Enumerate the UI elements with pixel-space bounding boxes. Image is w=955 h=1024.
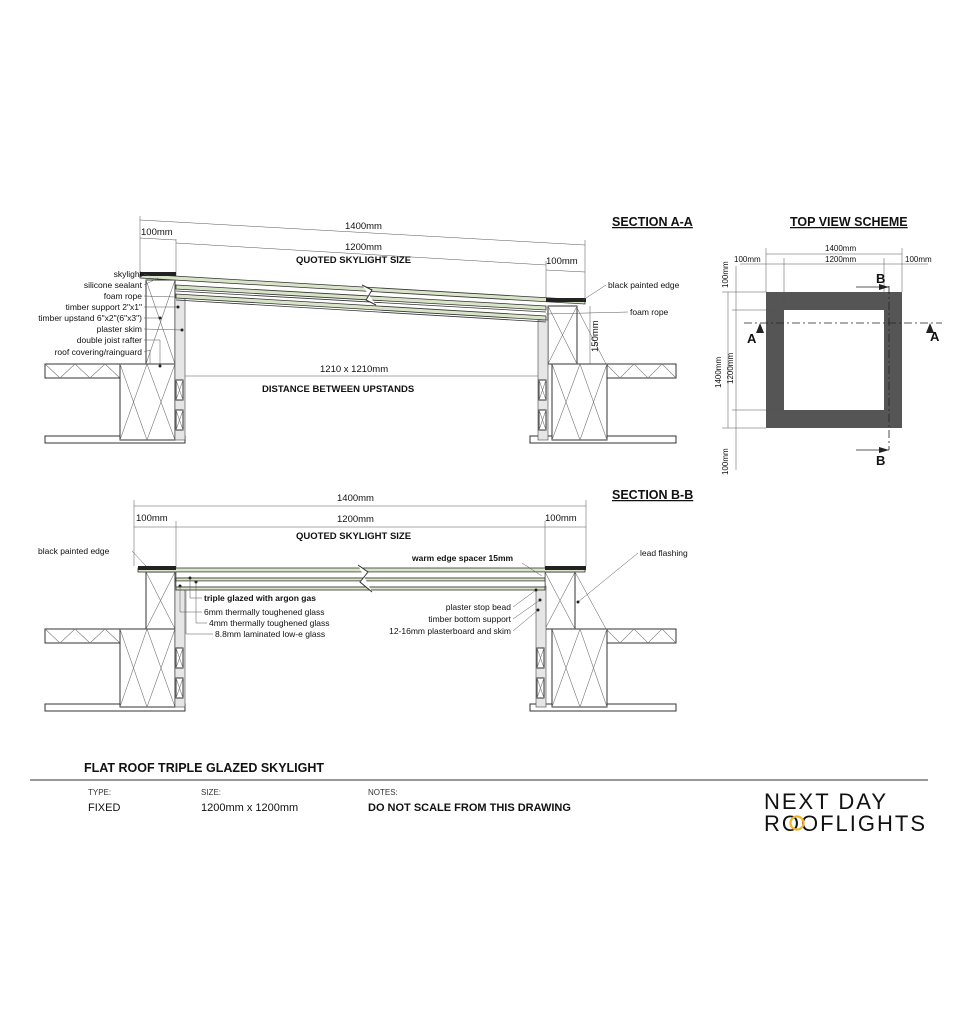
label-foam-rope: foam rope	[103, 291, 142, 301]
label-plasterboard-skim: 12-16mm plasterboard and skim	[389, 626, 511, 636]
section-aa	[38, 215, 693, 443]
top-view-marker-a-right: A	[930, 329, 940, 344]
brand-line1: NEXT DAY	[764, 789, 888, 814]
footer-notes-label: NOTES:	[368, 788, 398, 797]
section-bb-title: SECTION B-B	[612, 488, 694, 502]
top-view	[714, 215, 942, 475]
footer-heading: FLAT ROOF TRIPLE GLAZED SKYLIGHT	[84, 761, 325, 775]
section-bb-quoted-size: QUOTED SKYLIGHT SIZE	[296, 531, 412, 542]
footer-size-label: SIZE:	[201, 788, 222, 797]
label-lead-flashing: lead flashing	[640, 548, 688, 558]
footer-notes-value: DO NOT SCALE FROM THIS DRAWING	[368, 802, 571, 814]
label-double-joist-rafter: double joist rafter	[76, 335, 142, 345]
footer-type-value: FIXED	[88, 802, 121, 814]
section-bb-upstand-left	[120, 572, 185, 707]
footer-type-label: TYPE:	[88, 788, 112, 797]
label-black-painted-edge: black painted edge	[608, 280, 680, 290]
label-roof-covering: roof covering/rainguard	[54, 347, 142, 357]
label-foam-rope-right: foam rope	[630, 307, 669, 317]
top-view-dim-left: 100mm	[734, 255, 761, 264]
section-aa-upstand-height: 150mm	[590, 320, 601, 352]
label-timber-bottom-support: timber bottom support	[428, 614, 511, 624]
top-view-marker-b-top: B	[876, 271, 886, 286]
top-view-marker-b-bottom: B	[876, 453, 886, 468]
label-plaster-stop-bead: plaster stop bead	[445, 602, 511, 612]
section-aa-dim-left: 100mm	[141, 227, 173, 238]
top-view-title: TOP VIEW SCHEME	[790, 215, 908, 229]
section-bb-upstand-right	[536, 572, 607, 707]
top-view-dim-overall: 1400mm	[825, 244, 857, 253]
section-bb	[38, 488, 693, 711]
brand-line2: ROOFLIGHTS	[764, 811, 928, 836]
top-view-glazing	[784, 310, 884, 410]
footer-size-value: 1200mm x 1200mm	[201, 802, 299, 814]
label-warm-edge-spacer: warm edge spacer 15mm	[412, 553, 514, 563]
top-view-dim-v-inner: 1200mm	[726, 352, 735, 384]
label-skylight: skylight	[113, 269, 142, 279]
top-view-dim-v-bottom: 100mm	[721, 448, 730, 475]
label-timber-upstand: timber upstand 6"x2"(6"x3")	[38, 313, 142, 323]
section-aa-between-label: DISTANCE BETWEEN UPSTANDS	[262, 384, 415, 395]
section-bb-glazing	[138, 565, 586, 592]
section-bb-dim-left: 100mm	[136, 513, 168, 524]
top-view-dim-v-overall: 1400mm	[714, 356, 723, 388]
section-aa-quoted-size: QUOTED SKYLIGHT SIZE	[296, 255, 412, 266]
top-view-dim-inner: 1200mm	[825, 255, 857, 264]
label-glass-8mm: 8.8mm laminated low-e glass	[215, 629, 326, 639]
label-bb-black-painted-edge: black painted edge	[38, 546, 110, 556]
section-aa-title: SECTION A-A	[612, 215, 693, 229]
label-plaster-skim: plaster skim	[96, 324, 142, 334]
label-glass-6mm: 6mm thermally toughened glass	[204, 607, 325, 617]
label-timber-support: timber support 2"x1"	[65, 302, 142, 312]
section-bb-dim-right: 100mm	[545, 513, 577, 524]
section-bb-dim-overall: 1400mm	[337, 493, 374, 504]
section-aa-between-value: 1210 x 1210mm	[320, 364, 389, 375]
section-aa-dim-overall: 1400mm	[345, 221, 382, 232]
brand-logo	[764, 789, 927, 836]
top-view-marker-a-left: A	[747, 331, 757, 346]
section-bb-dim-glazing: 1200mm	[337, 514, 374, 525]
top-view-dim-v-top: 100mm	[721, 261, 730, 288]
label-triple-glazed-argon: triple glazed with argon gas	[204, 593, 316, 603]
section-aa-dim-glazing: 1200mm	[345, 242, 382, 253]
top-view-dim-right: 100mm	[905, 255, 932, 264]
section-aa-glazing	[140, 272, 586, 322]
section-aa-dim-right: 100mm	[546, 256, 578, 267]
label-glass-4mm: 4mm thermally toughened glass	[209, 618, 330, 628]
label-silicone-sealant: silicone sealant	[83, 280, 142, 290]
